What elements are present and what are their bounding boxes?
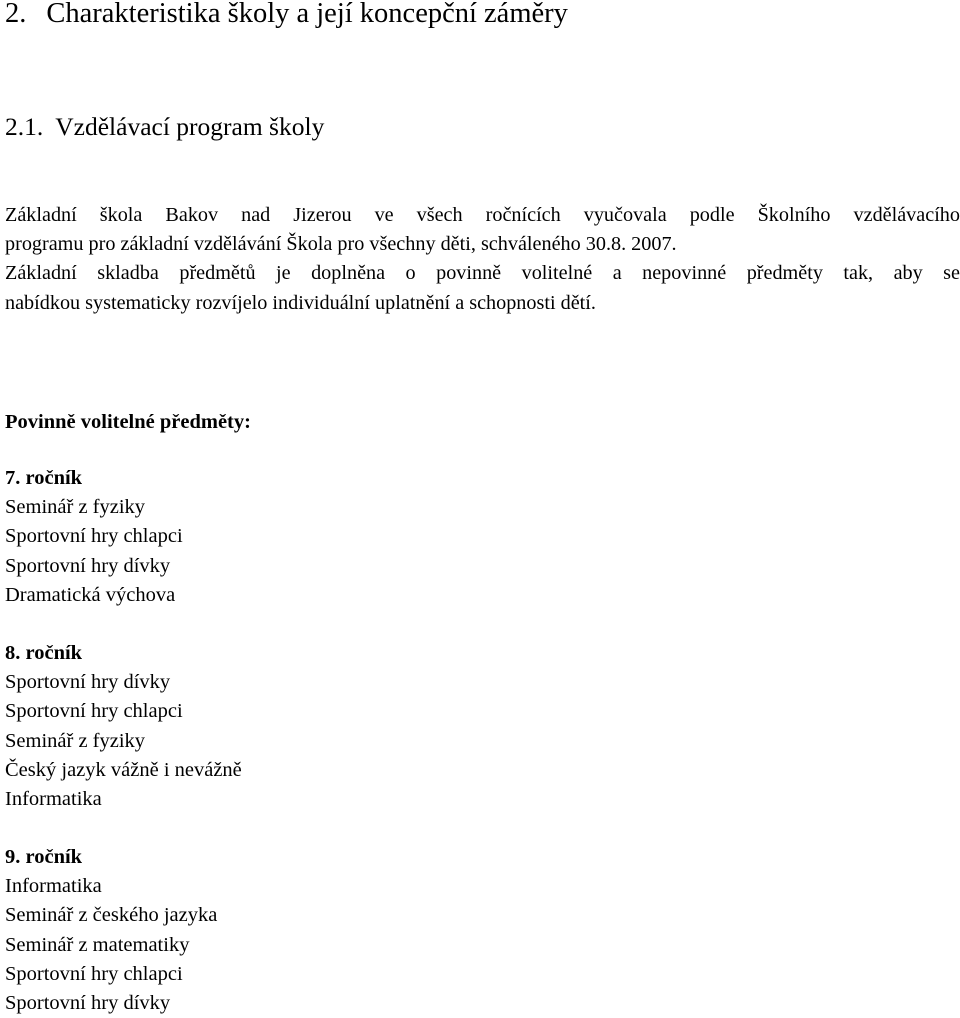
subject-item: Sportovní hry chlapci xyxy=(5,962,183,985)
subject-item: Informatika xyxy=(5,875,102,898)
subsection-number: 2.1. xyxy=(5,112,44,141)
subject-item: Sportovní hry chlapci xyxy=(5,525,183,548)
subject-item: Sportovní hry chlapci xyxy=(5,700,183,723)
subject-item: Seminář z fyziky xyxy=(5,496,146,519)
subsection-heading xyxy=(5,110,324,144)
paragraph-line: programu pro základní vzdělávání Škola pro všechny děti, schváleného 30.8. 2007. xyxy=(5,233,677,256)
subject-item: Sportovní hry dívky xyxy=(5,554,171,577)
section-title: Charakteristika školy a její koncepční záměry xyxy=(46,0,568,29)
electives-heading: Povinně volitelné předměty: xyxy=(5,411,251,433)
subject-item: Dramatická výchova xyxy=(5,583,176,606)
subject-item: Seminář z matematiky xyxy=(5,933,190,956)
subject-item: Sportovní hry dívky xyxy=(5,992,171,1015)
grade-7-block xyxy=(5,464,183,610)
subject-item: Sportovní hry dívky xyxy=(5,671,171,694)
section-heading xyxy=(5,0,568,32)
paragraph-line: Základní škola Bakov nad Jizerou ve všech ročnících vyučovala podle Školního vzdělávacího xyxy=(5,204,960,226)
grade-9-block xyxy=(5,843,217,1018)
paragraph-line: nabídkou systematicky rozvíjelo individuální uplatnění a schopnosti dětí. xyxy=(5,291,596,314)
grade-title: 7. ročník xyxy=(5,467,83,489)
subject-item: Seminář z českého jazyka xyxy=(5,904,218,927)
grade-title: 9. ročník xyxy=(5,846,83,868)
grade-8-block xyxy=(5,639,242,814)
paragraph-line: Základní skladba předmětů je doplněna o povinně volitelné a nepovinné předměty tak, aby se xyxy=(5,262,960,285)
subject-item: Seminář z fyziky xyxy=(5,729,146,752)
section-number: 2. xyxy=(5,0,27,29)
subject-item: Český jazyk vážně i nevážně xyxy=(5,758,242,781)
intro-paragraph xyxy=(5,201,960,318)
subsection-title: Vzdělávací program školy xyxy=(55,112,325,141)
subject-item: Informatika xyxy=(5,788,102,811)
grade-title: 8. ročník xyxy=(5,642,83,664)
